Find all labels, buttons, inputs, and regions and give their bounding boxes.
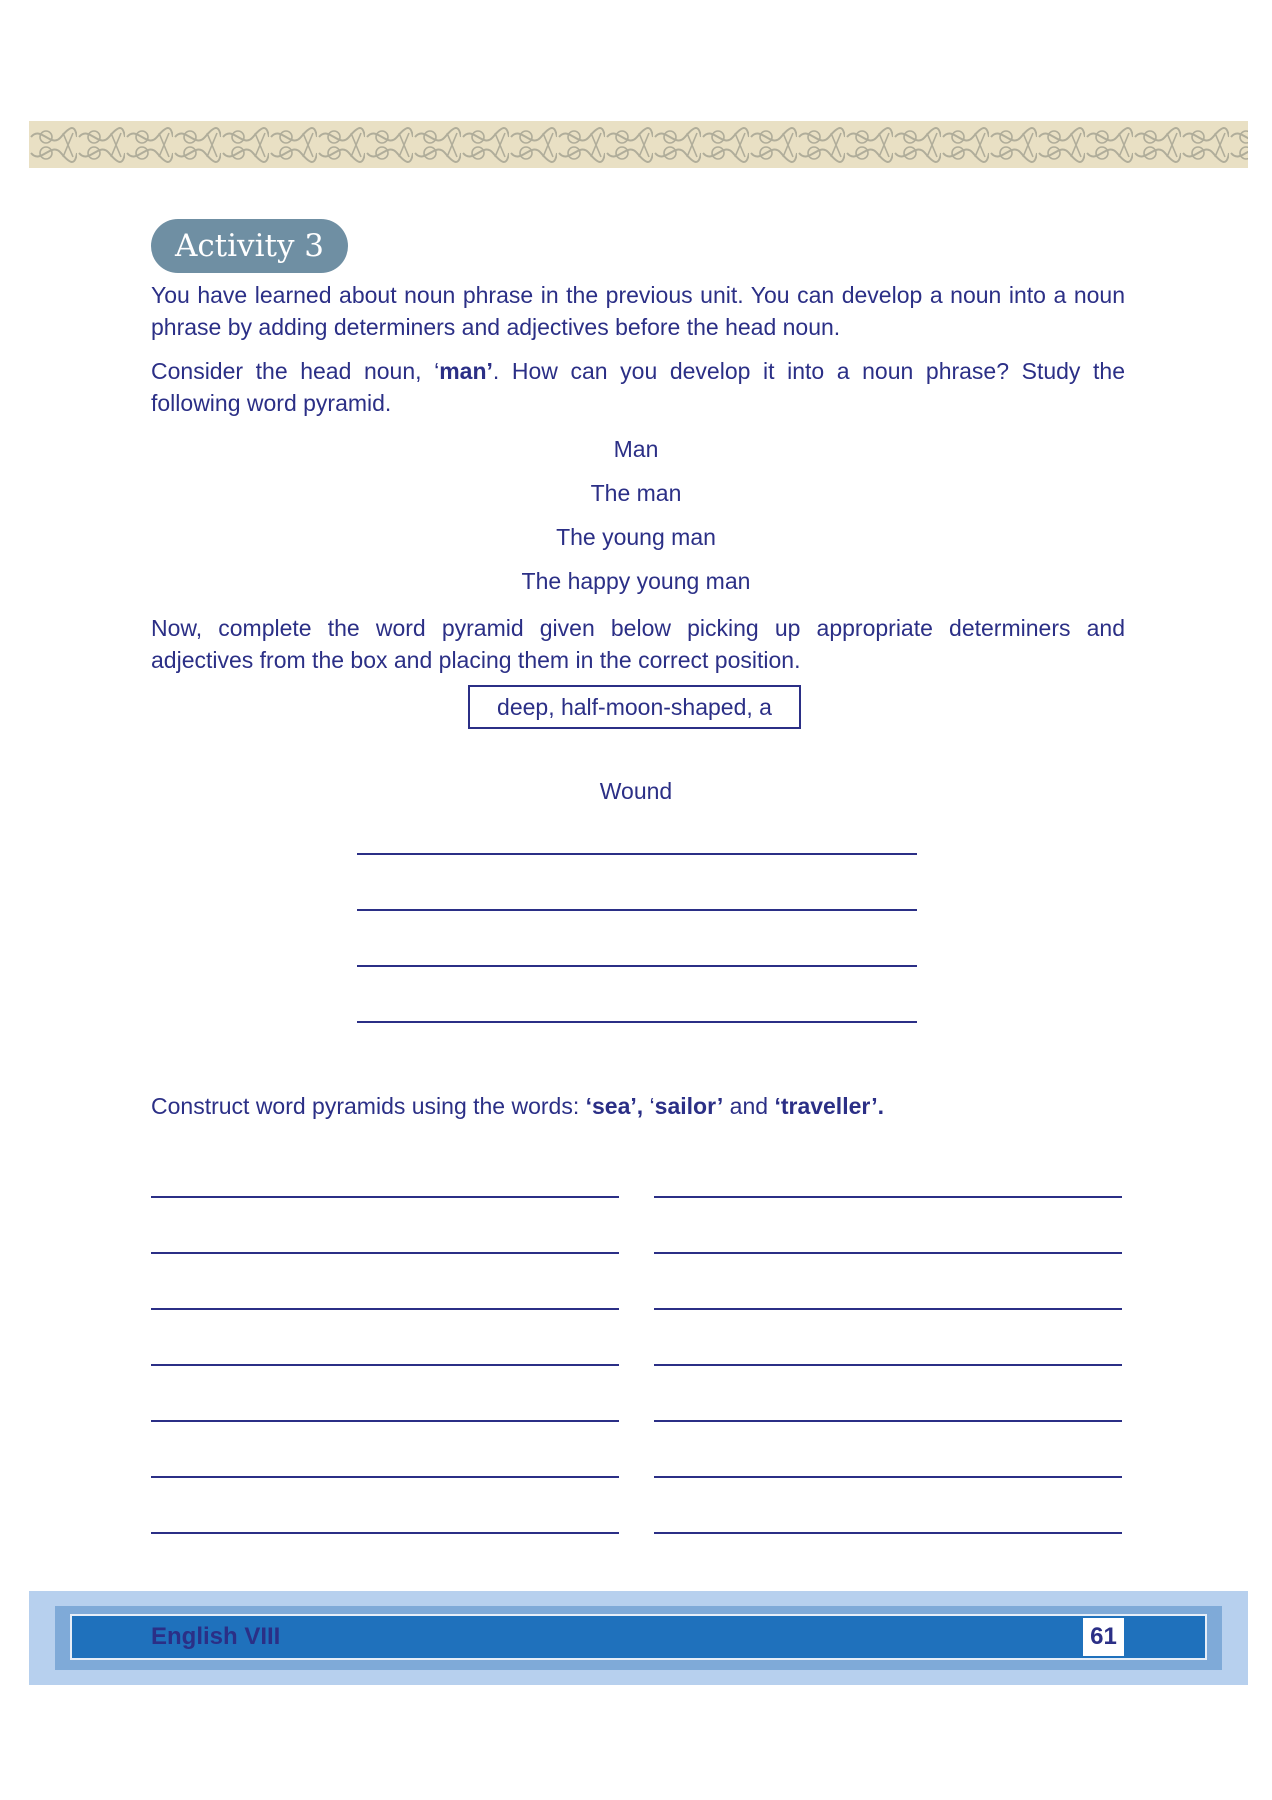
pyramid-line-4: The happy young man [521, 568, 751, 594]
word-box: deep, half-moon-shaped, a [468, 685, 801, 729]
answer-line[interactable] [151, 1420, 619, 1422]
pyramid-line-3: The young man [556, 524, 716, 550]
page-number: 61 [1083, 1618, 1124, 1656]
answer-line[interactable] [151, 1308, 619, 1310]
answer-line[interactable] [654, 1364, 1122, 1366]
answer-line[interactable] [654, 1532, 1122, 1534]
answer-line[interactable] [357, 853, 917, 855]
instruction-paragraph: Now, complete the word pyramid given below picking up appropriate determiners and adjectives from the box and placing them in the correct position. [151, 615, 1125, 673]
answer-line[interactable] [357, 1021, 917, 1023]
word-sea: ‘sea’, [585, 1093, 644, 1119]
answer-line[interactable] [151, 1196, 619, 1198]
head-noun-man: man’ [439, 358, 493, 384]
answer-line[interactable] [151, 1252, 619, 1254]
pyramid-line-2: The man [590, 480, 682, 506]
answer-line[interactable] [151, 1476, 619, 1478]
answer-line[interactable] [654, 1196, 1122, 1198]
activity-badge: Activity 3 [151, 219, 348, 273]
answer-line[interactable] [654, 1420, 1122, 1422]
answer-line[interactable] [654, 1308, 1122, 1310]
answer-line[interactable] [151, 1364, 619, 1366]
construct-and: and [723, 1093, 775, 1119]
ornament-pattern [29, 121, 1248, 168]
construct-text: Construct word pyramids using the words: [151, 1093, 586, 1119]
answer-line[interactable] [654, 1252, 1122, 1254]
exercise-head-noun: Wound [599, 778, 673, 804]
answer-line[interactable] [357, 965, 917, 967]
answer-line[interactable] [654, 1476, 1122, 1478]
word-sailor: sailor’ [654, 1093, 724, 1119]
decorative-header-band [29, 121, 1248, 168]
construct-quote: ‘ [643, 1093, 655, 1119]
answer-line[interactable] [357, 909, 917, 911]
consider-text-before: Consider the head noun, ‘ [151, 358, 440, 384]
footer-book-title: English VIII [151, 1623, 281, 1650]
word-traveller: ‘traveller’. [774, 1093, 884, 1119]
pyramid-line-1: Man [613, 436, 659, 462]
intro-paragraph: You have learned about noun phrase in the previous unit. You can develop a noun into a noun phrase by adding determiners and adjectives before the head noun. [151, 282, 1125, 340]
consider-paragraph [151, 355, 1125, 419]
answer-line[interactable] [151, 1532, 619, 1534]
consider-text-after: . How can you develop it into a noun phrase? Study the following word pyramid. [151, 358, 1125, 416]
construct-paragraph [151, 1090, 1125, 1122]
